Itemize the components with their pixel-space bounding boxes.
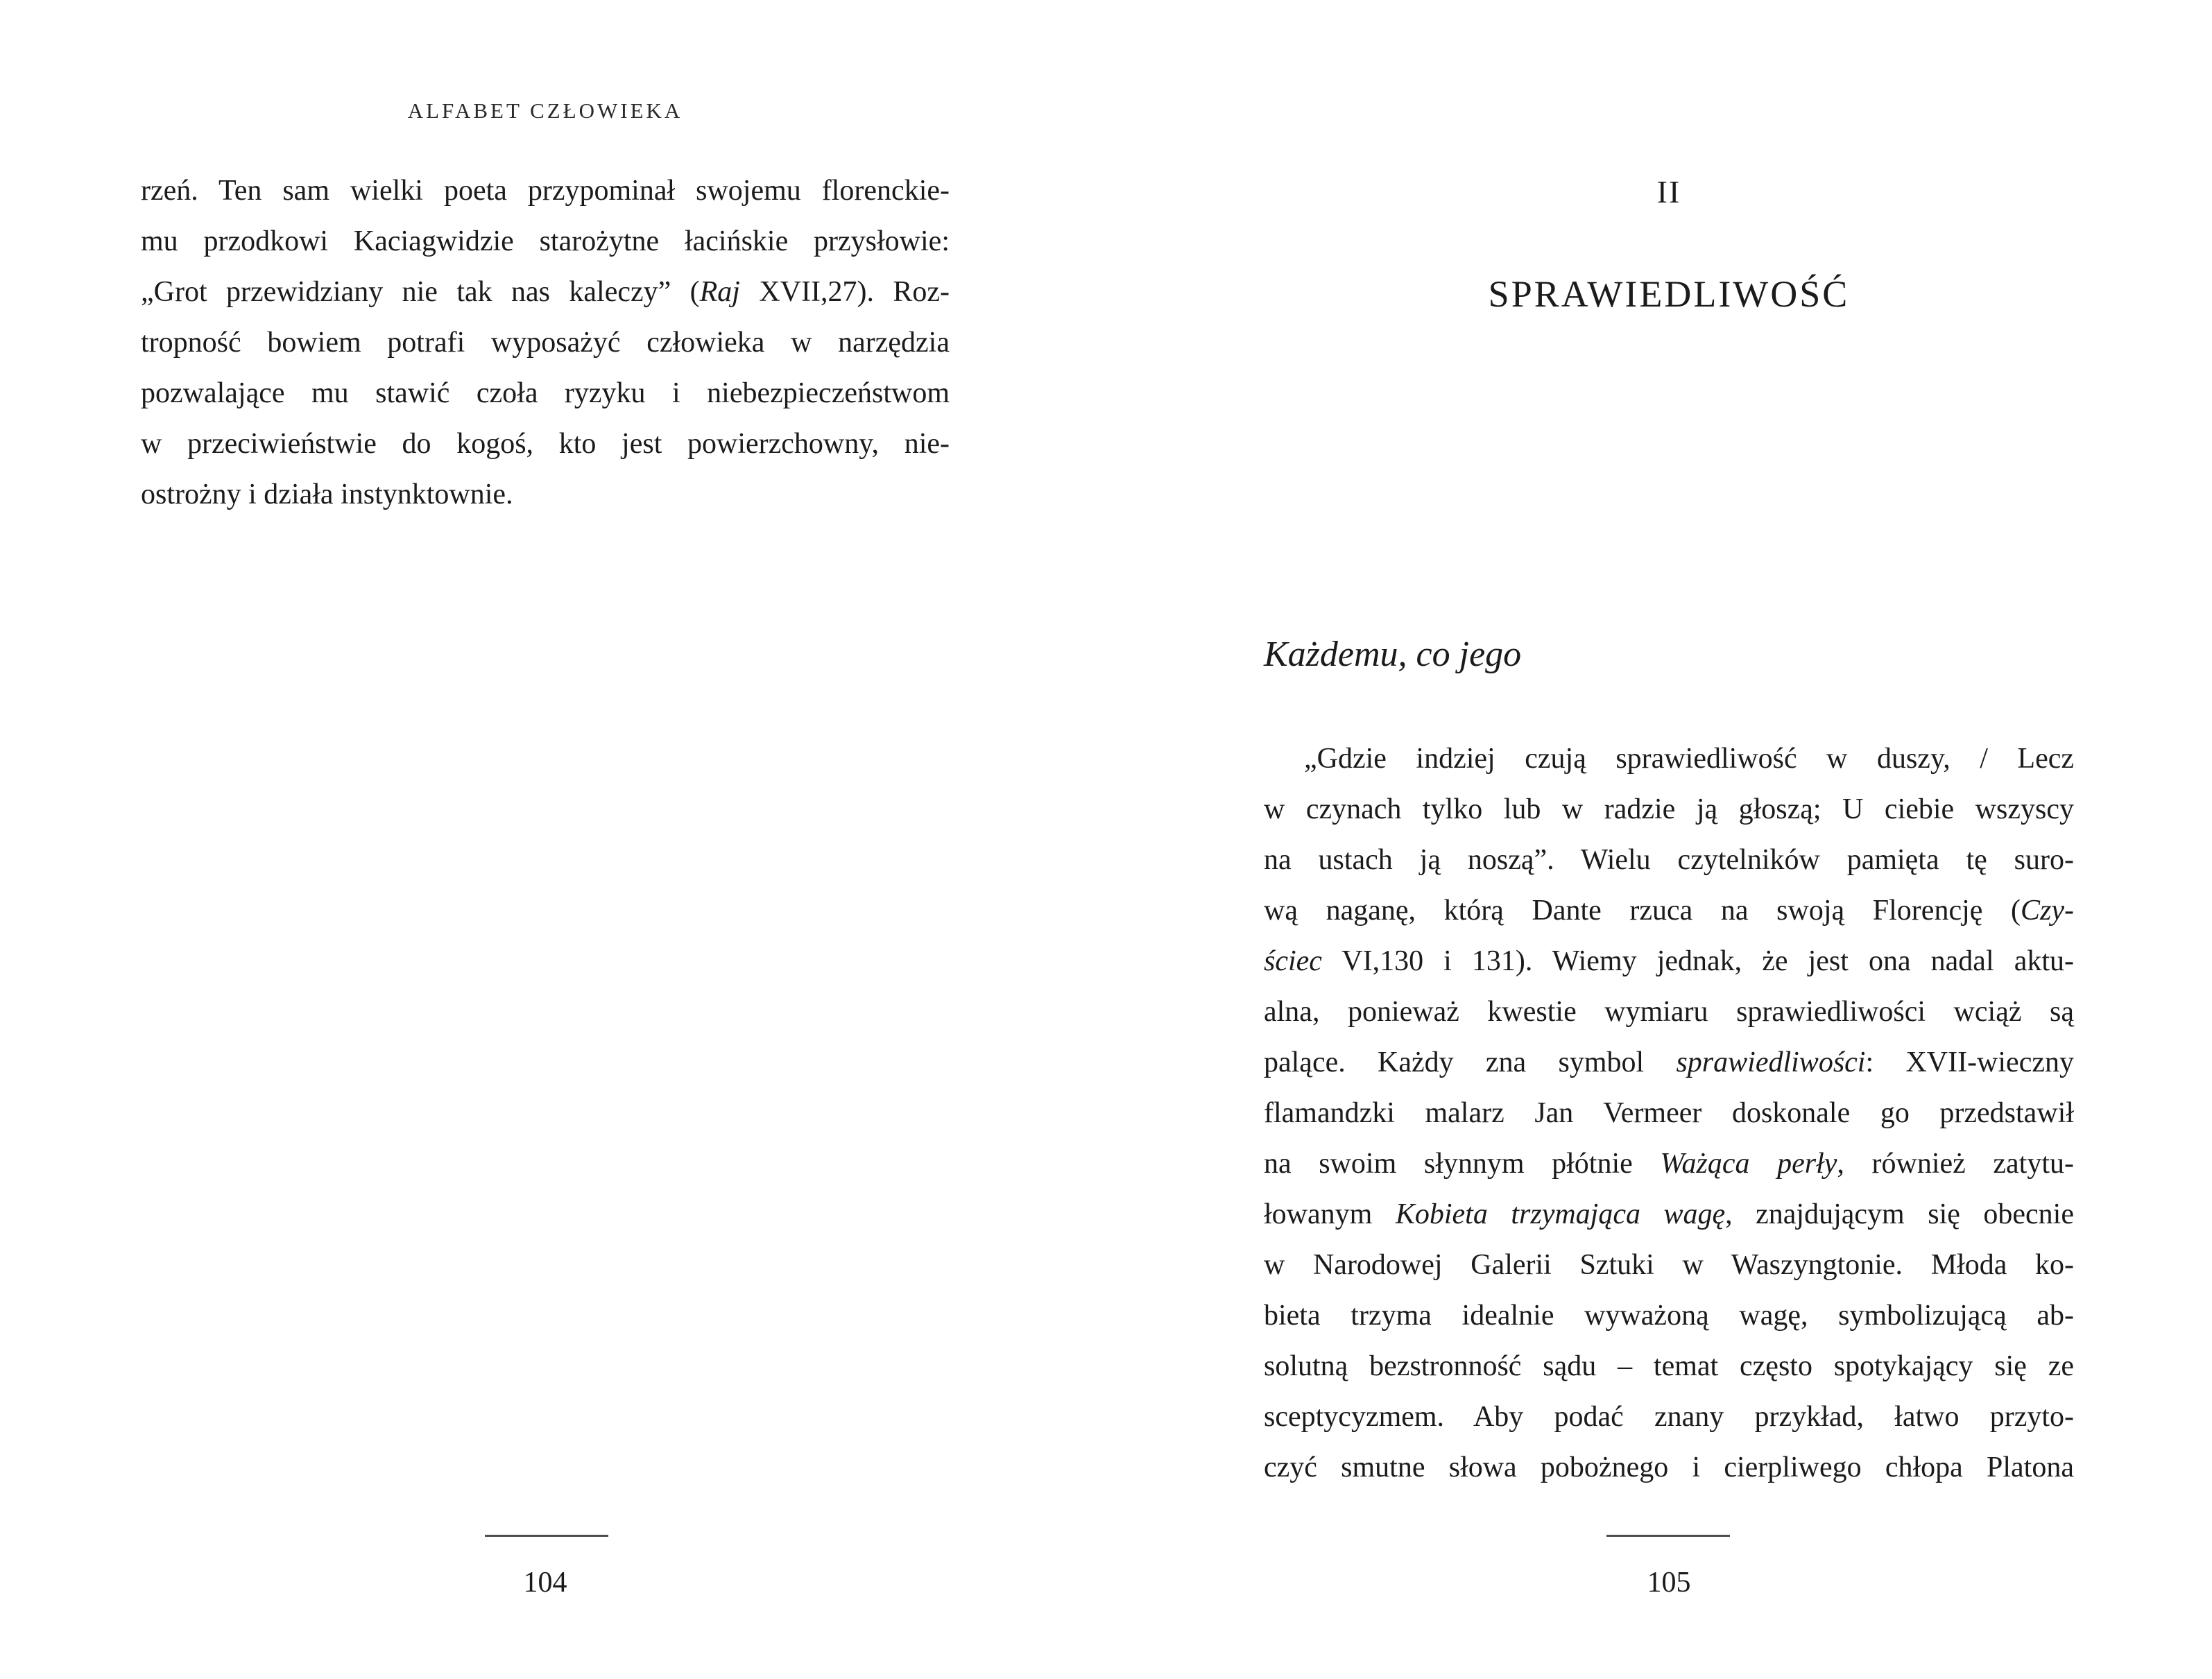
italic-text-segment: Czy- <box>2021 895 2074 927</box>
italic-text-segment: Kobieta trzymająca wagę <box>1395 1198 1726 1230</box>
page-number-left: 104 <box>523 1567 567 1599</box>
text-line <box>1264 987 2074 1037</box>
text-line <box>1264 936 2074 987</box>
text-line <box>1264 1392 2074 1443</box>
text-line <box>141 368 950 419</box>
text-segment: bieta trzyma idealnie wyważoną wagę, symbolizującą ab- <box>1264 1300 2074 1332</box>
text-line <box>141 267 950 318</box>
text-line <box>141 318 950 368</box>
text-segment: , znajdującym się obecnie <box>1725 1198 2074 1230</box>
text-segment: wą naganę, którą Dante rzuca na swoją Florencję ( <box>1264 895 2021 927</box>
text-segment: w przeciwieństwie do kogoś, kto jest powierzchowny, nie- <box>141 428 950 460</box>
text-line <box>1264 734 2074 784</box>
text-line <box>1264 835 2074 886</box>
text-segment: „Grot przewidziany nie tak nas kaleczy” ( <box>141 276 700 308</box>
text-line <box>1264 886 2074 936</box>
text-segment: w Narodowej Galerii Sztuki w Waszyngtonie. Młoda ko- <box>1264 1249 2074 1281</box>
italic-text-segment: sprawiedliwości <box>1676 1047 1866 1078</box>
text-segment: , również zatytu- <box>1837 1148 2074 1180</box>
italic-text-segment: Raj <box>699 276 740 308</box>
text-line <box>141 166 950 216</box>
text-segment: XVII,27). Roz- <box>739 276 950 308</box>
text-line <box>1264 1443 2074 1493</box>
left-page-paragraph <box>141 166 950 520</box>
text-segment: „Gdzie indziej czują sprawiedliwość w duszy, / Lecz <box>1304 743 2074 775</box>
text-line <box>1264 1189 2074 1240</box>
running-head: ALFABET CZŁOWIEKA <box>407 98 683 123</box>
text-segment: : XVII-wieczny <box>1865 1047 2074 1078</box>
italic-text-segment: ściec <box>1264 945 1322 977</box>
text-segment: VI,130 i 131). Wiemy jednak, że jest ona nadal aktu- <box>1321 945 2074 977</box>
page-number-right: 105 <box>1647 1567 1691 1599</box>
text-segment: pozwalające mu stawić czoła ryzyku i niebezpieczeństwom <box>141 377 950 409</box>
text-segment: mu przodkowi Kaciagwidzie starożytne łacińskie przysłowie: <box>141 225 950 257</box>
text-line <box>1264 1037 2074 1088</box>
text-line <box>1264 1291 2074 1341</box>
footer-rule-left <box>485 1535 608 1537</box>
text-line <box>1264 1088 2074 1139</box>
text-segment: na swoim słynnym płótnie <box>1264 1148 1661 1180</box>
italic-text-segment: Ważąca perły <box>1660 1148 1837 1180</box>
chapter-title: SPRAWIEDLIWOŚĆ <box>1488 273 1850 315</box>
text-line <box>1264 1341 2074 1392</box>
text-segment: flamandzki malarz Jan Vermeer doskonale go przedstawił <box>1264 1097 2074 1129</box>
text-line <box>141 470 950 520</box>
text-segment: łowanym <box>1264 1198 1396 1230</box>
chapter-number: II <box>1656 174 1681 209</box>
text-segment: alna, ponieważ kwestie wymiaru sprawiedliwości wciąż są <box>1264 996 2074 1028</box>
text-line <box>141 216 950 267</box>
text-segment: tropność bowiem potrafi wyposażyć człowieka w narzędzia <box>141 327 950 359</box>
text-segment: na ustach ją noszą”. Wielu czytelników pamięta tę suro- <box>1264 844 2074 876</box>
right-page-paragraph <box>1264 734 2074 1493</box>
footer-rule-right <box>1606 1535 1730 1537</box>
text-line <box>1264 784 2074 835</box>
text-line <box>1264 1240 2074 1291</box>
section-heading: Każdemu, co jego <box>1264 635 1522 674</box>
text-segment: czyć smutne słowa pobożnego i cierpliwego chłopa Platona <box>1264 1452 2074 1483</box>
text-line <box>141 419 950 470</box>
text-segment: ostrożny i działa instynktownie. <box>141 479 513 510</box>
text-segment: sceptycyzmem. Aby podać znany przykład, łatwo przyto- <box>1264 1401 2074 1433</box>
text-line <box>1264 1139 2074 1189</box>
text-segment: rzeń. Ten sam wielki poeta przypominał swojemu florenckie- <box>141 175 950 207</box>
text-segment: palące. Każdy zna symbol <box>1264 1047 1677 1078</box>
text-segment: w czynach tylko lub w radzie ją głoszą; U ciebie wszyscy <box>1264 793 2074 825</box>
text-segment: solutną bezstronność sądu – temat często spotykający się ze <box>1264 1350 2074 1382</box>
